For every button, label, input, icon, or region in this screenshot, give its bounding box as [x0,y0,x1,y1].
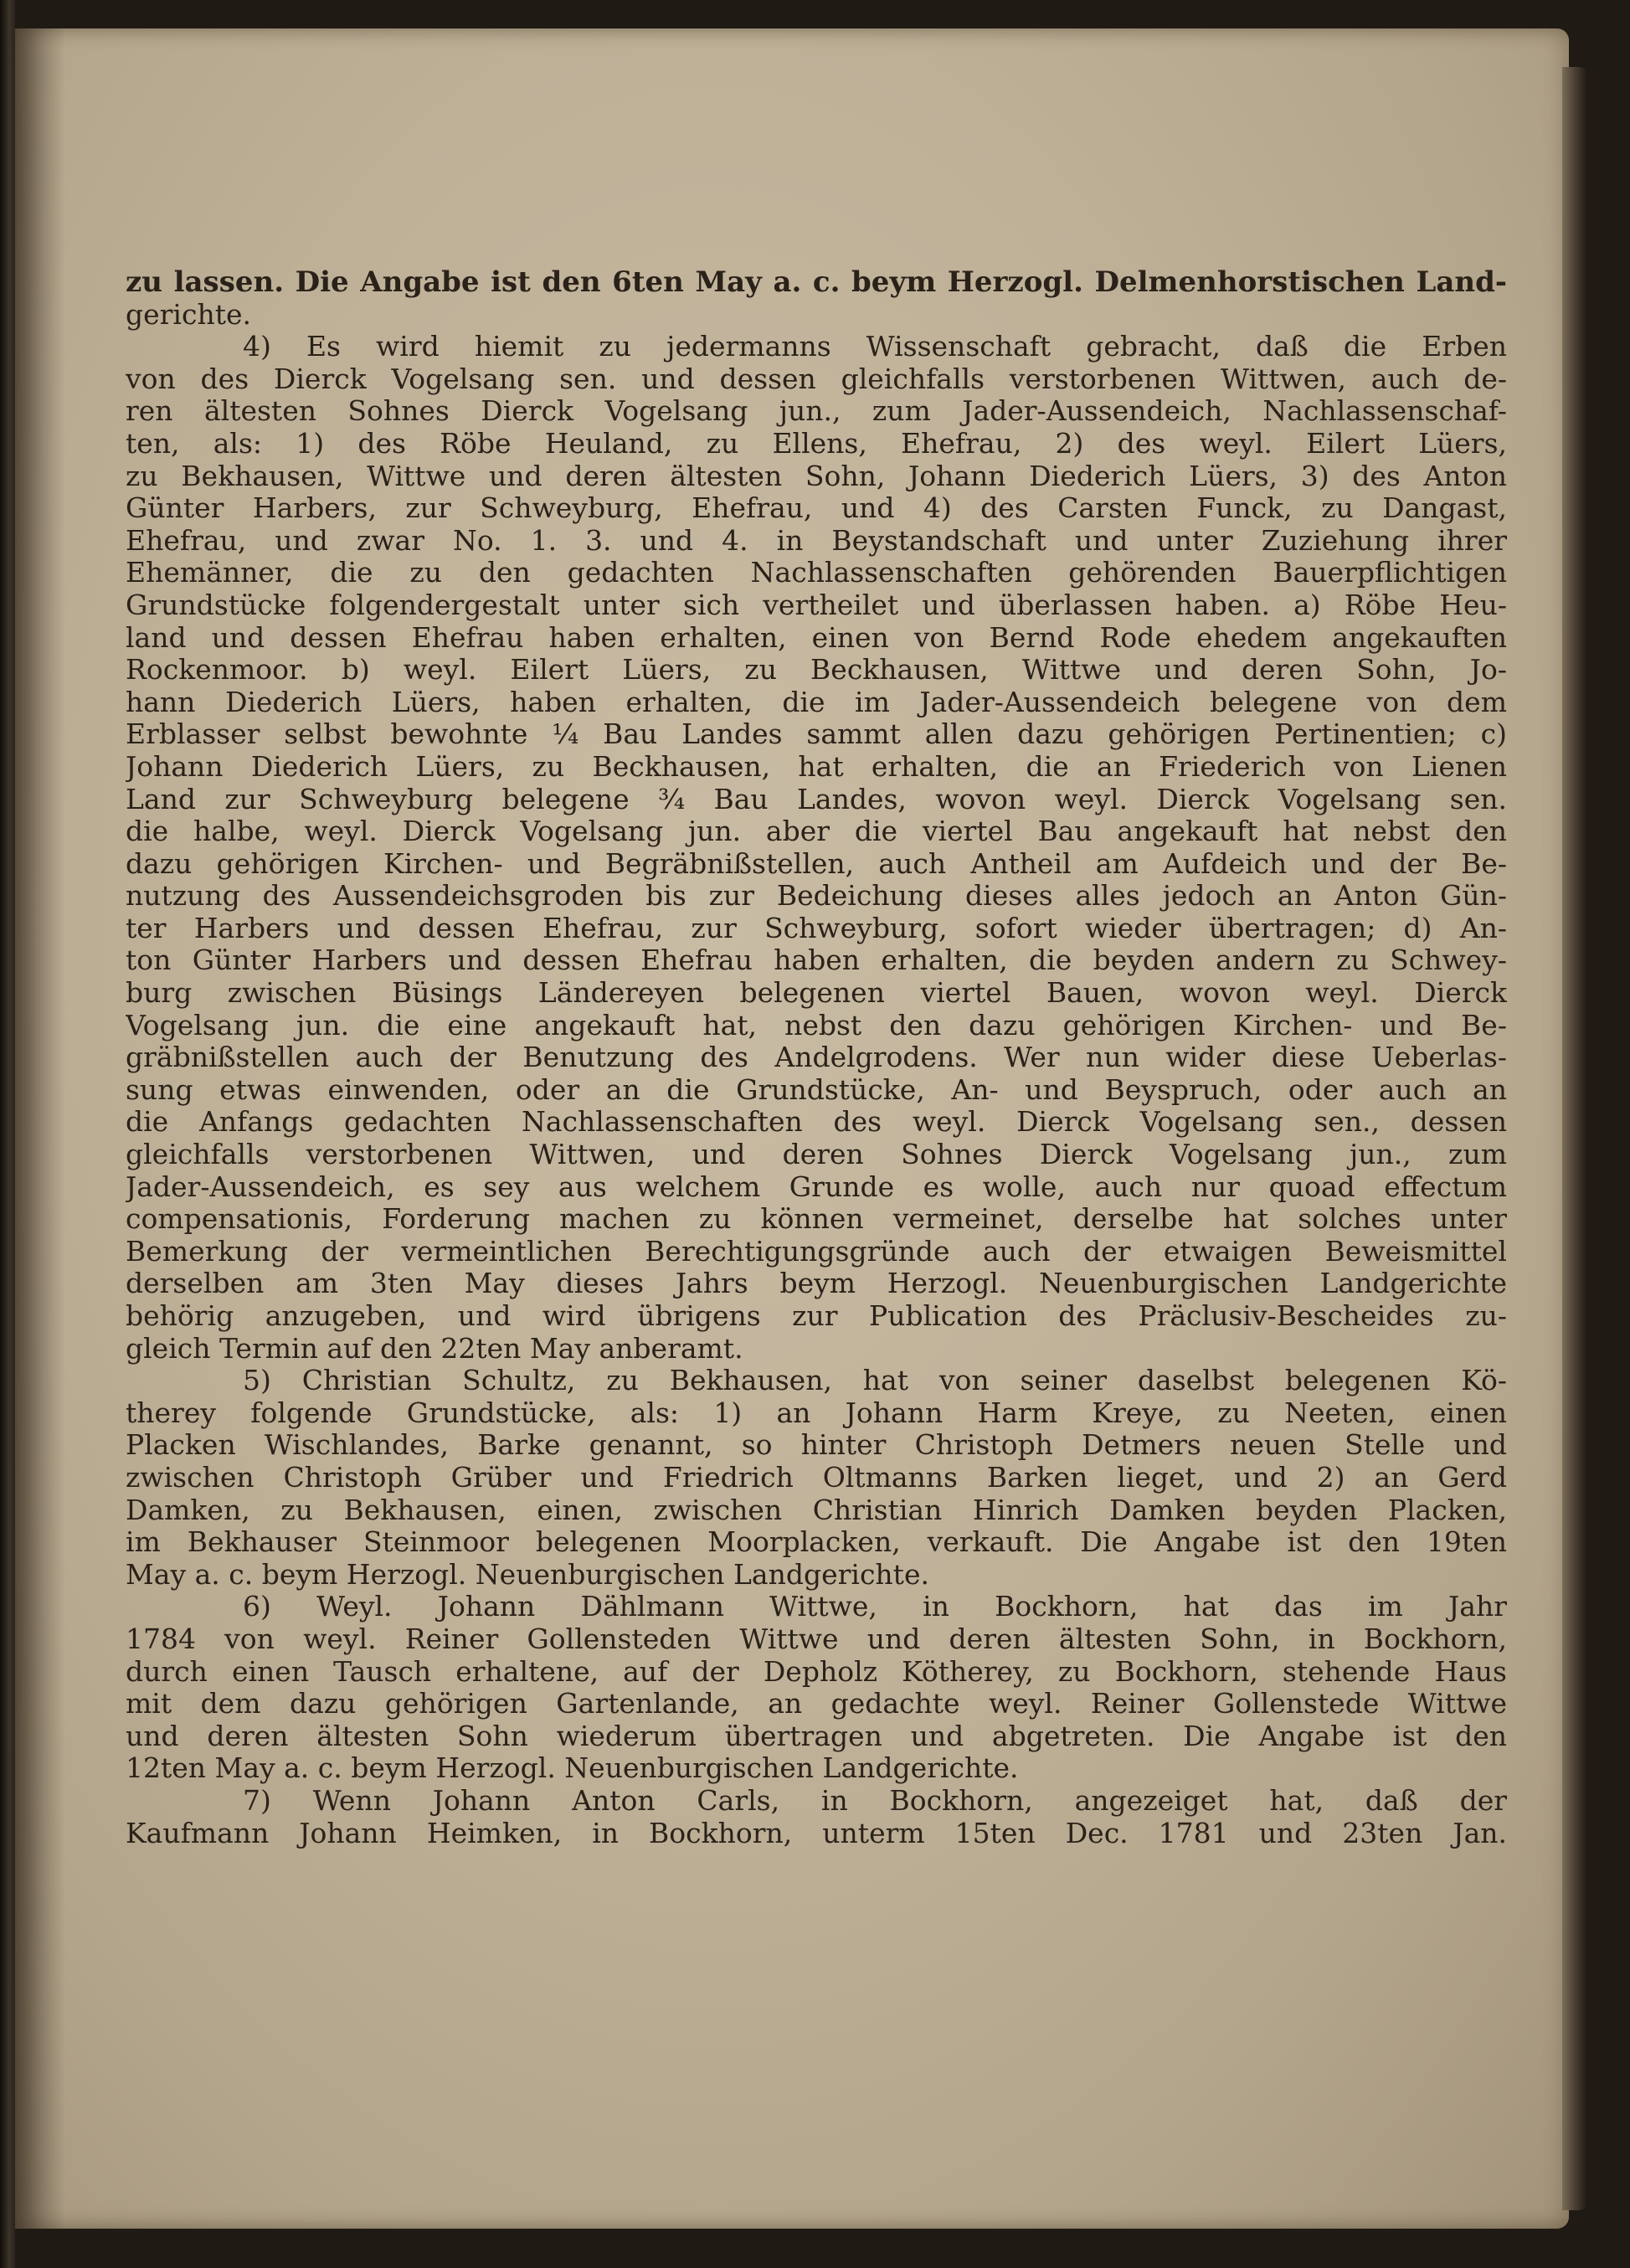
text-line: gräbnißstellen auch der Benutzung des Andelgrodens. Wer nun wider diese Ueberlas- [126,1041,1507,1074]
text-line: hann Diederich Lüers, haben erhalten, die im Jader-Aussendeich belegene von dem [126,686,1507,718]
text-line: gerichte. [126,298,251,331]
text-line: dazu gehörigen Kirchen- und Begräbnißstellen, auch Antheil am Aufdeich und der Be- [126,847,1507,880]
text-line: Jader-Aussendeich, es sey aus welchem Grunde es wolle, auch nur quoad effectum [126,1170,1507,1203]
text-line: Bemerkung der vermeintlichen Berechtigungsgründe auch der etwaigen Beweismittel [126,1235,1507,1268]
page-text [126,266,1507,1849]
text-line: Kaufmann Johann Heimken, in Bockhorn, unterm 15ten Dec. 1781 und 23ten Jan. [126,1817,1507,1849]
text-line: sung etwas einwenden, oder an die Grundstücke, An- und Beyspruch, oder auch an [126,1073,1507,1106]
text-line: ter Harbers und dessen Ehefrau, zur Schweyburg, sofort wieder übertragen; d) An- [126,912,1507,944]
text-line: Ehemänner, die zu den gedachten Nachlassenschaften gehörenden Bauerpflichtigen [126,557,1507,589]
text-line: Grundstücke folgendergestalt unter sich vertheilet und überlassen haben. a) Röbe Heu- [126,589,1507,621]
left-page-edge [0,0,15,2268]
text-line: 5) Christian Schultz, zu Bekhausen, hat von seiner daselbst belegenen Kö- [243,1365,1507,1397]
text-line: 1784 von weyl. Reiner Gollensteden Wittwe und deren ältesten Sohn, in Bockhorn, [126,1623,1507,1655]
text-line: 7) Wenn Johann Anton Carls, in Bockhorn, angezeiget hat, daß der [243,1784,1507,1817]
text-line: mit dem dazu gehörigen Gartenlande, an gedachte weyl. Reiner Gollenstede Wittwe [126,1688,1507,1720]
text-line: 12ten May a. c. beym Herzogl. Neuenburgischen Landgerichte. [126,1752,1019,1785]
text-line: land und dessen Ehefrau haben erhalten, einen von Bernd Rode ehedem angekauften [126,621,1507,654]
text-line: therey folgende Grundstücke, als: 1) an Johann Harm Kreye, zu Neeten, einen [126,1396,1507,1429]
gutter-shadow [15,28,65,2229]
text-line: die halbe, weyl. Dierck Vogelsang jun. aber die viertel Bau angekauft hat nebst den [126,815,1507,848]
text-line: compensationis, Forderung machen zu können vermeinet, derselbe hat solches unter [126,1203,1507,1236]
text-line: nutzung des Aussendeichsgroden bis zur Bedeichung dieses alles jedoch an Anton Gün- [126,880,1507,913]
page-right-edge [1562,67,1587,2210]
text-line: Ehefrau, und zwar No. 1. 3. und 4. in Beystandschaft und unter Zuziehung ihrer [126,524,1507,557]
text-line: Land zur Schweyburg belegene ¾ Bau Landes, wovon weyl. Dierck Vogelsang sen. [126,783,1507,815]
text-line: Johann Diederich Lüers, zu Beckhausen, hat erhalten, die an Friederich von Lienen [126,750,1507,783]
text-line: Günter Harbers, zur Schweyburg, Ehefrau, und 4) des Carsten Funck, zu Dangast, [126,492,1507,525]
text-line: Erblasser selbst bewohnte ¼ Bau Landes sammt allen dazu gehörigen Pertinentien; c) [126,718,1507,751]
text-line: die Anfangs gedachten Nachlassenschaften des weyl. Dierck Vogelsang sen., dessen [126,1106,1507,1139]
text-line: May a. c. beym Herzogl. Neuenburgischen Landgerichte. [126,1558,929,1591]
text-line: Rockenmoor. b) weyl. Eilert Lüers, zu Beckhausen, Wittwe und deren Sohn, Jo- [126,654,1507,687]
text-line: im Bekhauser Steinmoor belegenen Moorplacken, verkauft. Die Angabe ist den 19ten [126,1526,1507,1559]
text-line: gleich Termin auf den 22ten May anberamt. [126,1332,743,1365]
text-line: ton Günter Harbers und dessen Ehefrau haben erhalten, die beyden andern zu Schwey- [126,944,1507,977]
text-line: zwischen Christoph Grüber und Friedrich Oltmanns Barken lieget, und 2) an Gerd [126,1461,1507,1494]
text-line: gleichfalls verstorbenen Wittwen, und deren Sohnes Dierck Vogelsang jun., zum [126,1139,1507,1171]
text-line: ten, als: 1) des Röbe Heuland, zu Ellens, Ehefrau, 2) des weyl. Eilert Lüers, [126,427,1507,460]
text-line: behörig anzugeben, und wird übrigens zur Publication des Präclusiv-Bescheides zu- [126,1300,1507,1332]
text-line: Placken Wischlandes, Barke genannt, so hinter Christoph Detmers neuen Stelle und [126,1429,1507,1462]
text-line: Vogelsang jun. die eine angekauft hat, nebst den dazu gehörigen Kirchen- und Be- [126,1009,1507,1041]
text-line: ren ältesten Sohnes Dierck Vogelsang jun., zum Jader-Aussendeich, Nachlassenschaf- [126,395,1507,428]
text-line: 6) Weyl. Johann Dählmann Wittwe, in Bockhorn, hat das im Jahr [243,1591,1507,1623]
text-line: 4) Es wird hiemit zu jedermanns Wissenschaft gebracht, daß die Erben [243,331,1507,363]
text-line: zu lassen. Die Angabe ist den 6ten May a. c. beym Herzogl. Delmenhorstischen Land- [126,266,1507,299]
text-line: Damken, zu Bekhausen, einen, zwischen Christian Hinrich Damken beyden Placken, [126,1494,1507,1526]
text-line: burg zwischen Büsings Ländereyen belegenen viertel Bauen, wovon weyl. Dierck [126,977,1507,1010]
text-line: durch einen Tausch erhaltene, auf der Depholz Kötherey, zu Bockhorn, stehende Haus [126,1655,1507,1688]
text-line: und deren ältesten Sohn wiederum übertragen und abgetreten. Die Angabe ist den [126,1720,1507,1752]
text-line: von des Dierck Vogelsang sen. und dessen gleichfalls verstorbenen Wittwen, auch de- [126,363,1507,395]
text-line: derselben am 3ten May dieses Jahrs beym Herzogl. Neuenburgischen Landgerichte [126,1268,1507,1300]
text-line: zu Bekhausen, Wittwe und deren ältesten Sohn, Johann Diederich Lüers, 3) des Anton [126,460,1507,492]
